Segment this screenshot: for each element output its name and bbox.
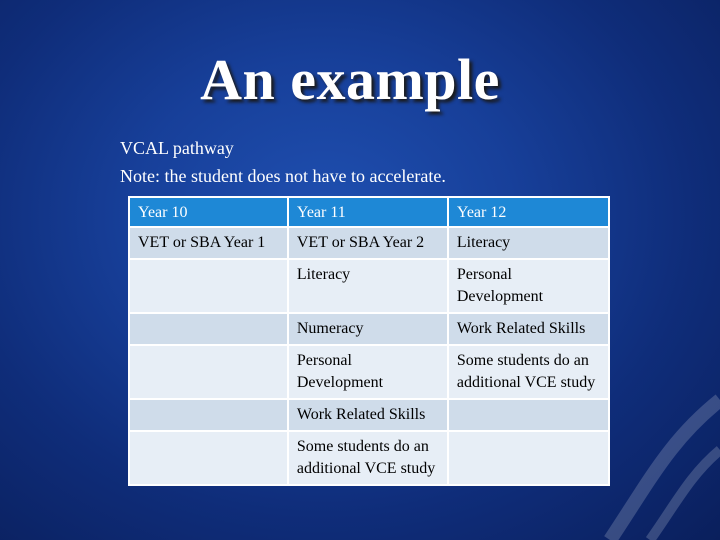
header-year-11: Year 11 — [288, 197, 448, 227]
table-cell: Personal Development — [448, 259, 609, 313]
table-row — [129, 399, 609, 431]
table-cell — [448, 399, 609, 431]
table-cell: VET or SBA Year 2 — [288, 227, 448, 259]
table-cell — [129, 431, 288, 485]
note-text: Note: the student does not have to accelerate. — [120, 166, 446, 186]
pathway-label: VCAL pathway — [120, 138, 234, 158]
table-cell: Some students do an additional VCE study — [288, 431, 448, 485]
header-year-12: Year 12 — [448, 197, 609, 227]
table-row — [129, 259, 609, 313]
table-cell — [129, 345, 288, 399]
table-cell: Work Related Skills — [288, 399, 448, 431]
table-cell — [448, 431, 609, 485]
header-year-10: Year 10 — [129, 197, 288, 227]
table-cell — [129, 259, 288, 313]
table-row — [129, 227, 609, 259]
table-cell: Numeracy — [288, 313, 448, 345]
table-cell: VET or SBA Year 1 — [129, 227, 288, 259]
table-cell — [129, 399, 288, 431]
table-cell: Some students do an additional VCE study — [448, 345, 609, 399]
table-cell: Work Related Skills — [448, 313, 609, 345]
table-header-row — [129, 197, 609, 227]
pathway-table — [128, 196, 610, 486]
table-row — [129, 345, 609, 399]
table-cell: Literacy — [288, 259, 448, 313]
table-cell: Personal Development — [288, 345, 448, 399]
table-cell: Literacy — [448, 227, 609, 259]
table-row — [129, 431, 609, 485]
intro-text — [120, 134, 446, 190]
table-cell — [129, 313, 288, 345]
slide-title: An example — [200, 47, 500, 112]
table-row — [129, 313, 609, 345]
